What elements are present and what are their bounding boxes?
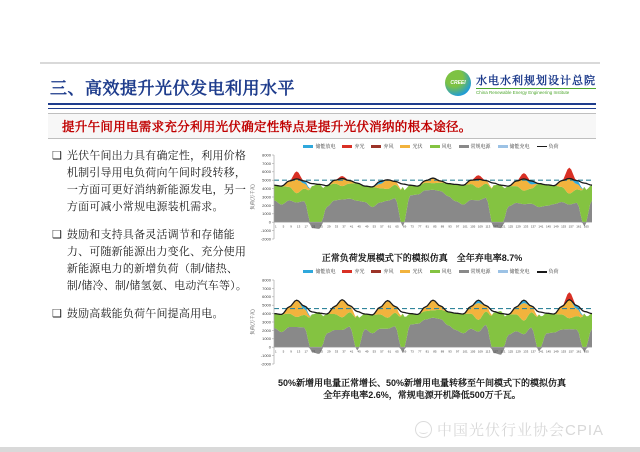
legend-item: [498, 268, 530, 275]
x-tick-label: 117: [493, 349, 498, 354]
creei-org-name-en: China Renewable Energy Engineering Institute: [476, 88, 596, 95]
x-tick-label: 161: [576, 224, 582, 229]
legend-swatch-icon: [537, 146, 547, 148]
square-bullet-icon: ❑: [52, 308, 62, 321]
list-item: [52, 227, 252, 295]
x-tick-label: 53: [372, 224, 376, 229]
x-tick-label: 125: [508, 224, 514, 229]
x-tick-label: 9: [290, 224, 292, 229]
legend-label: 弃光: [354, 269, 365, 276]
x-tick-label: 49: [365, 224, 369, 229]
x-tick-label: 121: [500, 349, 506, 354]
legend-swatch-icon: [430, 145, 440, 148]
legend-swatch-icon: [498, 145, 508, 148]
y-tick-label: 5000: [262, 177, 271, 183]
y-axis-title: 负荷(万千瓦): [250, 184, 255, 210]
legend-label: 风电: [441, 144, 452, 150]
x-tick-label: 65: [395, 349, 399, 354]
x-tick-label: 41: [349, 224, 354, 229]
y-tick-label: 5000: [262, 302, 271, 308]
x-tick-label: 49: [365, 349, 369, 354]
bullet-text: 光伏午间出力具有确定性，利用价格机制引导用电负荷向午间时段转移，一方面可更好消纳新能源发电，另一方面可减小常规电源装机需求。: [66, 150, 247, 214]
x-tick-label: 149: [553, 349, 559, 354]
x-tick-label: 45: [357, 349, 361, 354]
x-tick-label: 5: [282, 224, 285, 229]
x-tick-label: 125: [508, 349, 514, 354]
y-tick-label: -1000: [260, 353, 271, 359]
legend-item: [400, 143, 422, 150]
caption-line: 正常负荷发展模式下的模拟仿真 全年弃电率8.7%: [321, 253, 523, 263]
x-tick-label: 93: [448, 224, 452, 229]
charts-panel: [248, 142, 596, 404]
x-tick-label: 29: [327, 224, 331, 229]
y-tick-label: 6000: [262, 294, 271, 300]
legend-swatch-icon: [498, 270, 508, 273]
x-tick-label: 21: [312, 349, 316, 354]
chart-caption: [248, 378, 596, 401]
chart-legend: [266, 267, 596, 276]
x-tick-label: 97: [455, 224, 460, 229]
x-tick-label: 77: [418, 224, 422, 229]
chart-normal-load: [248, 142, 596, 264]
square-bullet-icon: ❑: [52, 229, 62, 242]
x-tick-label: 13: [296, 224, 301, 229]
x-tick-label: 129: [515, 224, 521, 229]
legend-swatch-icon: [400, 145, 410, 148]
legend-swatch-icon: [430, 270, 440, 273]
x-tick-label: 149: [553, 224, 559, 229]
x-tick-label: 61: [387, 224, 392, 229]
x-tick-label: 101: [462, 224, 468, 229]
x-tick-label: 57: [380, 349, 384, 354]
legend-swatch-icon: [459, 145, 469, 148]
legend-label: 风电: [441, 269, 452, 276]
x-tick-label: 65: [395, 224, 399, 229]
subtitle-bar: [48, 113, 596, 139]
y-tick-label: 0: [268, 219, 271, 225]
x-tick-label: 37: [342, 224, 346, 229]
legend-label: 弃风: [383, 269, 394, 276]
legend-item: [371, 268, 393, 275]
creei-org-name-cn: 水电水利规划设计总院: [476, 74, 596, 87]
x-tick-label: 105: [470, 349, 476, 354]
y-tick-label: 3000: [262, 319, 271, 325]
y-tick-label: 2000: [262, 202, 271, 208]
legend-item: [498, 143, 530, 150]
x-tick-label: 33: [334, 224, 339, 229]
legend-label: 弃光: [354, 144, 365, 150]
y-tick-label: 1000: [262, 336, 271, 342]
x-tick-label: 109: [477, 349, 483, 354]
y-tick-label: -2000: [260, 236, 271, 242]
title-divider: [48, 103, 596, 109]
legend-item: [303, 143, 335, 150]
legend-item: [342, 143, 364, 150]
x-tick-label: 21: [312, 224, 316, 229]
y-tick-label: -1000: [260, 228, 271, 233]
chart-caption: [248, 253, 596, 264]
x-tick-label: 157: [568, 224, 574, 229]
bullet-text: 鼓励高载能负荷午间提高用电。: [66, 308, 224, 321]
x-tick-label: 29: [327, 349, 331, 354]
legend-item: [342, 268, 364, 275]
x-tick-label: 53: [372, 349, 376, 354]
x-tick-label: 17: [304, 224, 308, 229]
x-tick-label: 133: [523, 224, 529, 229]
legend-label: 光伏: [412, 144, 423, 150]
x-tick-label: 113: [485, 224, 491, 229]
y-tick-label: 2000: [262, 328, 271, 334]
chart-legend: [266, 142, 596, 151]
x-tick-label: 153: [561, 224, 567, 229]
y-tick-label: 4000: [262, 311, 271, 317]
y-tick-label: -2000: [260, 361, 271, 367]
x-tick-label: 17: [304, 349, 308, 354]
x-tick-label: 109: [477, 224, 483, 229]
legend-swatch-icon: [537, 271, 547, 273]
y-tick-label: 7000: [262, 286, 271, 292]
legend-label: 负荷: [548, 144, 559, 150]
x-tick-label: 105: [470, 224, 476, 229]
legend-label: 负荷: [548, 269, 559, 276]
x-tick-label: 165: [583, 349, 589, 354]
x-tick-label: 25: [319, 224, 323, 229]
legend-label: 常规电源: [470, 269, 491, 276]
caption-line: 50%新增用电量正常增长、50%新增用电量转移至午间模式下的模拟仿真: [277, 378, 567, 389]
bullet-list: [52, 148, 252, 334]
legend-swatch-icon: [371, 270, 381, 273]
x-tick-label: 37: [342, 349, 346, 354]
x-tick-label: 117: [493, 224, 498, 229]
legend-swatch-icon: [303, 145, 313, 148]
square-bullet-icon: ❑: [52, 150, 62, 162]
x-tick-label: 141: [538, 349, 544, 354]
creei-logo: [445, 70, 596, 96]
bottom-divider: [0, 447, 640, 452]
x-tick-label: 1: [275, 224, 277, 229]
x-tick-label: 9: [290, 349, 292, 354]
x-tick-label: 133: [523, 349, 529, 354]
x-tick-label: 129: [515, 349, 521, 354]
x-tick-label: 161: [576, 349, 582, 354]
x-tick-label: 73: [410, 224, 414, 229]
x-tick-label: 85: [433, 224, 437, 229]
legend-item: [400, 268, 422, 275]
x-tick-label: 97: [455, 349, 460, 354]
legend-item: [430, 268, 452, 275]
legend-item: [430, 143, 452, 150]
y-tick-label: 3000: [262, 194, 271, 200]
list-item: [52, 306, 252, 323]
x-tick-label: 41: [349, 349, 354, 354]
cpia-watermark: [415, 419, 604, 440]
y-axis-title: 负荷(万千瓦): [250, 309, 255, 335]
x-tick-label: 137: [530, 349, 536, 354]
top-divider: [40, 62, 600, 64]
x-tick-label: 57: [380, 224, 384, 229]
x-tick-label: 33: [334, 349, 339, 354]
legend-item: [459, 268, 491, 275]
x-tick-label: 81: [425, 349, 429, 354]
x-tick-label: 89: [440, 224, 445, 229]
x-tick-label: 145: [545, 224, 551, 229]
x-tick-label: 45: [357, 224, 361, 229]
legend-swatch-icon: [371, 145, 381, 148]
legend-label: 储能充电: [509, 269, 530, 276]
x-tick-label: 121: [500, 224, 506, 229]
legend-label: 常规电源: [470, 144, 491, 150]
bullet-text: 鼓励和支持具备灵活调节和存储能力、可随新能源出力变化、充分使用新能源电力的新增负荷（制/储热、制/储冷、制/储氢氨、电动汽车等）。: [66, 229, 248, 293]
legend-label: 储能放电: [315, 144, 336, 150]
x-tick-label: 69: [402, 224, 407, 229]
x-tick-label: 69: [402, 349, 407, 354]
x-tick-label: 93: [448, 349, 452, 354]
x-tick-label: 61: [387, 349, 392, 354]
legend-item: [537, 268, 559, 275]
page-title: 三、高效提升光伏发电利用水平: [50, 79, 295, 98]
legend-item: [459, 143, 491, 150]
y-tick-label: 4000: [262, 186, 271, 191]
x-tick-label: 1: [275, 349, 277, 354]
x-tick-label: 73: [410, 349, 414, 354]
creei-globe-icon: CREEI: [445, 70, 471, 96]
legend-label: 光伏: [412, 269, 423, 276]
x-tick-label: 13: [296, 349, 301, 354]
header: [50, 70, 596, 104]
x-tick-label: 25: [319, 349, 323, 354]
legend-swatch-icon: [342, 270, 352, 273]
x-tick-label: 5: [282, 349, 285, 354]
x-tick-label: 77: [418, 349, 422, 354]
subtitle-text: 提升午间用电需求充分利用光伏确定性特点是提升光伏消纳的根本途径。: [62, 120, 472, 134]
y-tick-label: 6000: [262, 169, 271, 175]
cpia-watermark-text: 中国光伏行业协会CPIA: [436, 422, 604, 439]
y-tick-label: 1000: [262, 211, 271, 217]
y-tick-label: 8000: [262, 152, 271, 158]
y-tick-label: 8000: [262, 277, 271, 283]
x-tick-label: 165: [583, 224, 589, 229]
stacked-area-chart: [248, 276, 596, 372]
legend-item: [371, 143, 393, 150]
x-tick-label: 145: [545, 349, 551, 354]
legend-label: 弃风: [383, 144, 394, 150]
x-tick-label: 153: [561, 349, 567, 354]
x-tick-label: 113: [485, 349, 491, 354]
legend-swatch-icon: [459, 270, 469, 273]
cpia-logo-icon: [415, 421, 432, 438]
legend-swatch-icon: [400, 270, 410, 273]
caption-line: 全年弃电率2.6%，常规电源开机降低500万千瓦。: [323, 389, 521, 400]
legend-swatch-icon: [303, 270, 313, 273]
stacked-area-chart: [248, 151, 596, 247]
x-tick-label: 85: [433, 349, 437, 354]
x-tick-label: 81: [425, 224, 429, 229]
y-tick-label: 7000: [262, 160, 271, 166]
x-tick-label: 89: [440, 349, 445, 354]
x-tick-label: 157: [568, 349, 574, 354]
x-tick-label: 137: [530, 224, 536, 229]
legend-swatch-icon: [342, 145, 352, 148]
chart-shifted-load: [248, 267, 596, 401]
y-tick-label: 0: [268, 344, 271, 350]
legend-item: [537, 143, 559, 150]
x-tick-label: 141: [538, 224, 544, 229]
legend-item: [303, 268, 335, 275]
legend-label: 储能充电: [509, 144, 530, 150]
list-item: [52, 148, 252, 216]
x-tick-label: 101: [462, 349, 468, 354]
legend-label: 储能放电: [315, 269, 336, 276]
